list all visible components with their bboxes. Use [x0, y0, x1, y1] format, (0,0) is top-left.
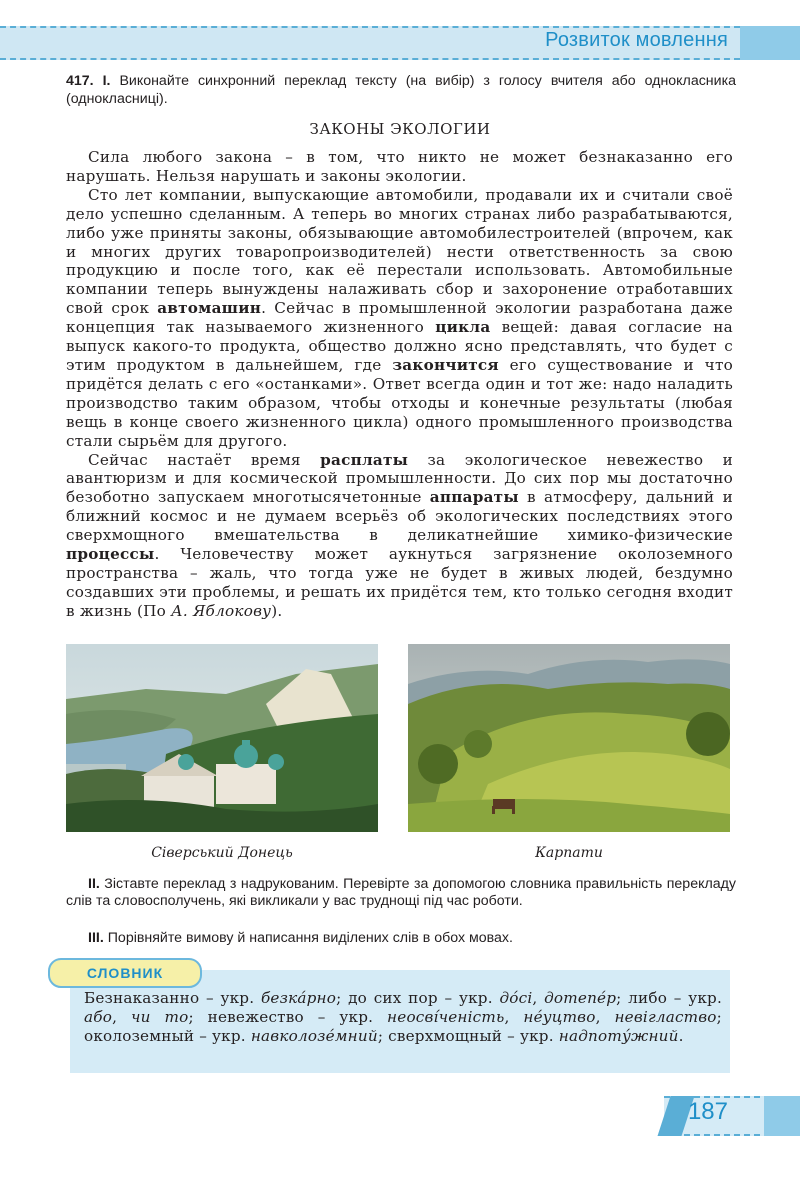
exercise-part: I. — [102, 73, 111, 89]
task-3-text: Порівняйте вимову й написання виділених слів в обох мовах. — [107, 930, 513, 946]
landscape-illustration — [408, 644, 730, 832]
highlight-word: автомашин — [157, 299, 262, 318]
exercise-number: 417. — [66, 73, 94, 89]
author-name: А. Яблокову — [171, 601, 272, 620]
task-2-number: II. — [88, 876, 100, 892]
photo-carpathians — [408, 644, 730, 832]
vocab-translation: або — [84, 1008, 113, 1026]
vocab-translation: навколозе́мний — [250, 1027, 378, 1045]
highlight-word: закончится — [392, 355, 499, 374]
vocabulary-label: СЛОВНИК — [48, 958, 202, 988]
paragraph-2: Сто лет компании, выпускающие автомобили, продавали их и считали своё дело успешно сделанным. А теперь во многих странах либо разрабатываются, либо уже приняты законы, обязывающие автомобилестроителей (впрочем, как и многих других товаропроизводителей) нести ответственность за свою продукцию и после того, как её перестали использовать. Автомобильные компании теперь вынуждены налаживать сбор и захоронение отработавших свой срок автомашин. Сейчас в промышленной экологии разработана даже концепция так называемого жизненного цикла вещей: давая согласие на выпуск какого-то продукта, общество должно ясно представлять, что будет с этим продуктом в дальнейшем, где закончится его существование и что придётся делать с его «останками». Ответ всегда один и тот же: надо наладить производство таким образом, чтобы отходы и конечные результаты (любая вещь в конце своего жизненного цикла) одного промышленного производства стали сырьём для другого. — [66, 185, 734, 450]
highlight-word: процессы — [66, 545, 155, 564]
caption-left: Сіверський Донець — [151, 845, 293, 861]
page-number: 187 — [687, 1098, 728, 1125]
vocab-translation: до́сі — [499, 989, 533, 1007]
vocab-translation: неосві́ченість — [387, 1008, 505, 1026]
vocab-translation: не́уцтво — [523, 1008, 596, 1026]
exercise-instruction — [66, 72, 736, 108]
task-2-text: Зіставте переклад з надрукованим. Перевірте за допомогою словника правильність перекладу слів та словосполучень, які викликали у вас труднощі під час роботи. — [66, 876, 736, 909]
paragraph-1: Сила любого закона – в том, что никто не может безнаказанно его нарушать. Нельзя нарушать и законы экологии. — [66, 148, 733, 185]
body-text — [66, 148, 733, 621]
task-2 — [66, 876, 736, 910]
vocab-translation: дотепе́р — [544, 989, 617, 1007]
vocabulary-text: Безнаказанно – укр. безка́рно; до сих пор – укр. до́сі, дотепе́р; либо – укр. або, чи то; невежество – укр. неосві́ченість, не́уцтво, невігластво; околоземный – укр. навколозе́мний; сверхмощный – укр. надпоту́жний. — [84, 989, 723, 1045]
highlight-word: аппараты — [429, 488, 519, 507]
caption-right: Карпати — [535, 845, 603, 861]
text-title: ЗАКОНЫ ЭКОЛОГИИ — [309, 120, 491, 138]
highlight-word: цикла — [435, 318, 491, 337]
task-3 — [66, 930, 736, 947]
section-title: Розвиток мовлення — [545, 29, 728, 51]
vocab-translation: невігластво — [614, 1008, 717, 1026]
exercise-instruction-text: Виконайте синхронний переклад тексту (на вибір) з голосу вчителя або однокласника (однокласниці). — [66, 73, 736, 107]
page-number-accent — [764, 1096, 800, 1136]
photo-siverskyi-donets — [66, 644, 378, 832]
highlight-word: расплаты — [320, 450, 409, 469]
vocab-translation: надпоту́жний — [558, 1027, 679, 1045]
vocab-translation: безка́рно — [260, 989, 337, 1007]
vocab-translation: чи то — [130, 1008, 189, 1026]
landscape-illustration — [66, 644, 378, 832]
task-3-number: III. — [88, 930, 104, 946]
paragraph-3: Сейчас настаёт время расплаты за экологическое невежество и авантюризм и для космической промышленности. До сих пор мы достаточно безоботно запускаем многотысячетонные аппараты в атмосферу, дальний и ближний космос и не думаем всерьёз об экологических последствиях этого сверхмощного вмешательства в деликатнейшие химико-физические процессы. Человечеству может аукнуться загрязнение околоземного пространства – жаль, что тогда уже не будет в живых людей, бездумно создавших эти проблемы, и решать их придётся тем, кто только сегодня входит в жизнь (По А. Яблокову). — [66, 450, 733, 620]
header-accent — [740, 26, 800, 60]
